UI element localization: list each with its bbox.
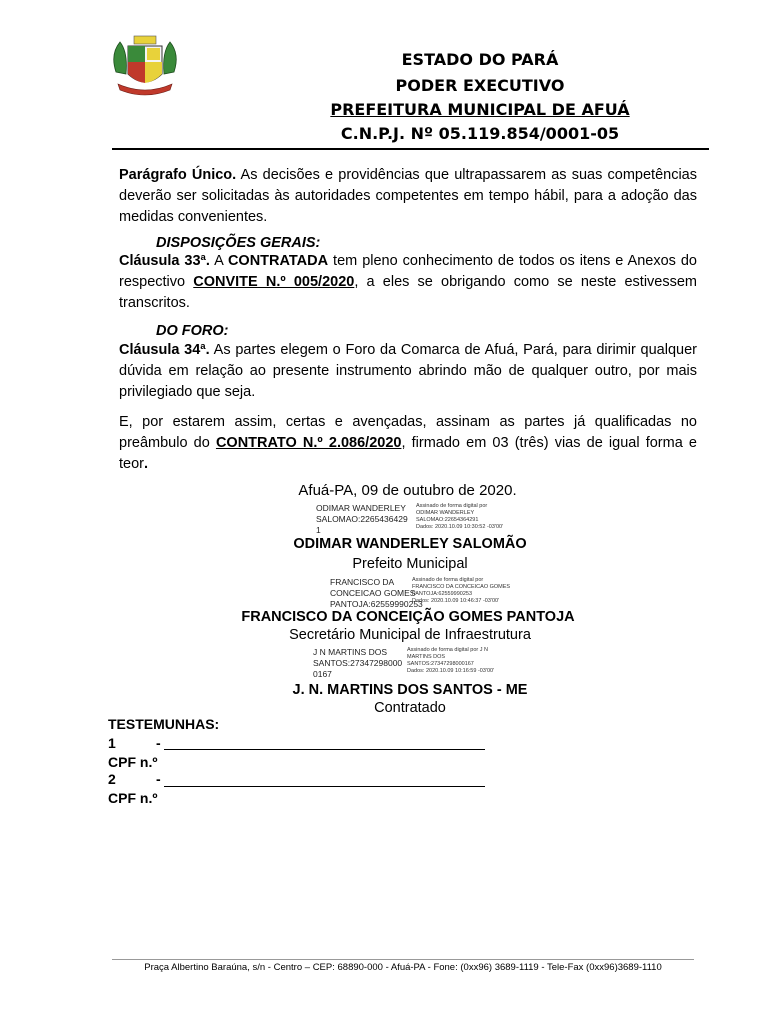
closing-paragraph <box>119 412 697 475</box>
convite-reference: CONVITE N.º 005/2020 <box>193 274 355 290</box>
digital-signature-note <box>407 647 519 675</box>
paragrafo-unico <box>119 165 697 228</box>
clausula-33-text-a: A <box>209 253 228 269</box>
digital-note-line: FRANCISCO DA CONCEICAO GOMES <box>412 584 511 590</box>
signer-name: FRANCISCO DA CONCEIÇÃO GOMES PANTOJA <box>241 609 575 625</box>
clausula-33-lead: Cláusula 33ª. <box>119 253 210 269</box>
digital-name-line: FRANCISCO DA <box>330 577 395 587</box>
closing-period: . <box>144 456 149 472</box>
digital-name-line: SANTOS:27347298000 <box>313 658 403 668</box>
digital-note-line: MARTINS DOS <box>407 654 446 660</box>
witness-1-signature-line <box>164 749 485 750</box>
digital-name-line: SALOMAO:2265436429 <box>316 514 408 524</box>
digital-note-line: PANTOJA:62559990253 <box>412 591 473 597</box>
digital-signature-note <box>412 577 524 605</box>
digital-signature-name <box>316 503 412 536</box>
digital-signature-1 <box>316 503 504 536</box>
digital-note-line: Dados: 2020.10.09 10:30:52 -03'00' <box>416 524 504 530</box>
digital-signature-3 <box>313 647 495 680</box>
witness-1-dash: - <box>156 735 161 751</box>
witness-1-number: 1 <box>108 735 116 751</box>
digital-name-line: 0167 <box>313 669 332 679</box>
digital-note-line: Dados: 2020.10.09 10:46:37 -03'00' <box>412 598 500 604</box>
closing-text-b: , firmado em 03 (três) vias de igual forma e teor <box>119 435 697 472</box>
digital-signature-name <box>313 647 409 680</box>
digital-name-line: PANTOJA:62559990253 <box>330 599 423 609</box>
witness-2-dash: - <box>156 771 161 787</box>
witness-2-signature-line <box>164 786 485 787</box>
digital-note-line: Assinado de forma digital por <box>416 503 488 509</box>
clausula-34 <box>119 340 697 403</box>
date-line: Afuá-PA, 09 de outubro de 2020. <box>298 482 517 499</box>
header-power: PODER EXECUTIVO <box>395 76 565 95</box>
disposicoes-heading: DISPOSIÇÕES GERAIS: <box>156 235 321 251</box>
header-state: ESTADO DO PARÁ <box>401 50 559 69</box>
header-prefecture: PREFEITURA MUNICIPAL DE AFUÁ <box>330 100 630 119</box>
contratada-term: CONTRATADA <box>227 253 329 269</box>
municipal-coat-of-arms-icon <box>108 34 182 100</box>
header-cnpj: C.N.P.J. Nº 05.119.854/0001-05 <box>340 124 620 143</box>
witness-1-cpf: CPF n.º <box>108 754 158 770</box>
contrato-reference: CONTRATO N.º 2.086/2020 <box>215 435 402 451</box>
digital-name-line: ODIMAR WANDERLEY <box>316 503 406 513</box>
digital-note-line: SANTOS:27347298000167 <box>407 661 474 667</box>
clausula-33-text-b: tem pleno conhecimento de todos os itens e Anexos do respectivo <box>119 253 697 290</box>
footer-divider <box>112 959 694 960</box>
clausula-33 <box>119 251 697 314</box>
closing-text-a: E, por estarem assim, certas e avençadas, assinam as partes já qualificadas no preâmbulo do <box>119 414 697 451</box>
signer-role: Contratado <box>374 700 446 716</box>
signer-name: ODIMAR WANDERLEY SALOMÃO <box>293 536 527 552</box>
digital-note-line: Assinado de forma digital por <box>412 577 484 583</box>
header-divider <box>112 148 709 150</box>
digital-note-line: Dados: 2020.10.09 10:16:59 -03'00' <box>407 668 495 674</box>
digital-note-line: Assinado de forma digital por J N <box>407 647 489 653</box>
clausula-34-text: As partes elegem o Foro da Comarca de Afuá, Pará, para dirimir qualquer dúvida em relação ao presente instrumento abrindo mão de qualquer outro, por mais privilegiado que seja. <box>119 342 697 400</box>
clausula-34-lead: Cláusula 34ª. <box>119 342 210 358</box>
clausula-33-text-c: , a eles se obrigando como se neste estivessem transcritos. <box>119 274 698 311</box>
digital-name-line: J N MARTINS DOS <box>313 647 387 657</box>
signer-name: J. N. MARTINS DOS SANTOS - ME <box>292 682 528 698</box>
digital-signature-note <box>416 503 528 531</box>
witness-2-cpf: CPF n.º <box>108 790 158 806</box>
digital-name-line: CONCEICAO GOMES <box>330 588 416 598</box>
paragrafo-lead: Parágrafo Único. <box>119 167 237 183</box>
digital-name-line: 1 <box>316 525 321 535</box>
digital-signature-2 <box>330 577 511 610</box>
paragrafo-text: As decisões e providências que ultrapassarem as suas competências deverão ser solicitadas às autoridades competentes em tempo hábil, para a adoção das medidas convenientes. <box>119 167 697 225</box>
signer-role: Secretário Municipal de Infraestrutura <box>289 627 531 643</box>
digital-note-line: SALOMAO:22654364291 <box>416 517 479 523</box>
witness-2-number: 2 <box>108 771 116 787</box>
foro-heading: DO FORO: <box>156 323 229 339</box>
footer-address: Praça Albertino Baraúna, s/n - Centro – CEP: 68890-000 - Afuá-PA - Fone: (0xx96) 3689-1119 - Tele-Fax (0xx96)3689-1110 <box>144 962 662 973</box>
witnesses-heading: TESTEMUNHAS: <box>108 716 220 732</box>
signer-role: Prefeito Municipal <box>352 556 468 572</box>
digital-note-line: ODIMAR WANDERLEY <box>416 510 475 516</box>
